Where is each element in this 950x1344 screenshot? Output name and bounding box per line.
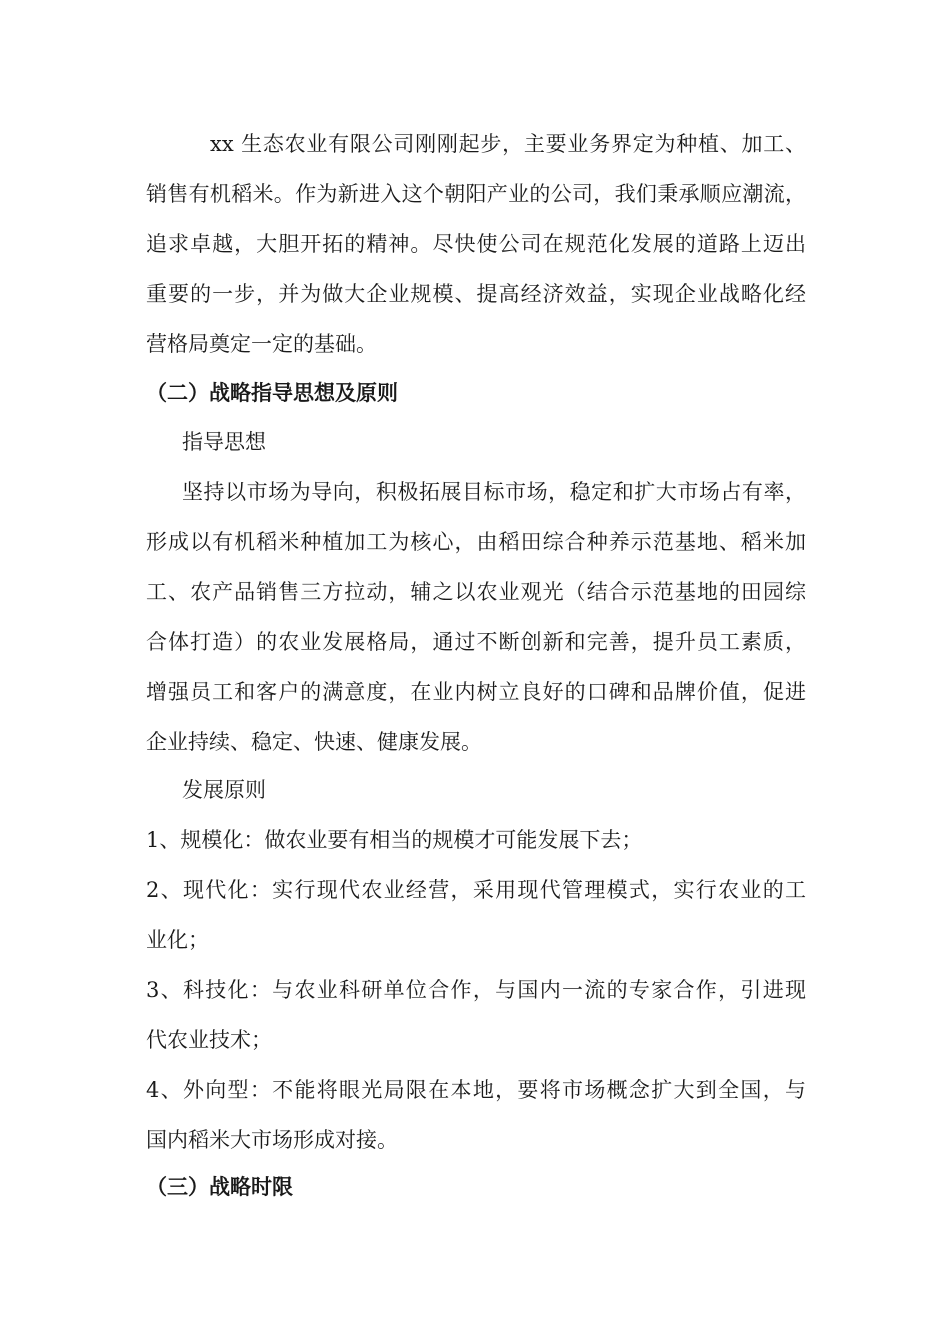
guiding-line-3: 工、农产品销售三方拉动，辅之以农业观光（结合示范基地的田园综 (146, 580, 806, 604)
intro-line-3: 追求卓越，大胆开拓的精神。尽快使公司在规范化发展的道路上迈出 (146, 232, 806, 256)
guiding-line-4: 合体打造）的农业发展格局，通过不断创新和完善，提升员工素质， (146, 630, 806, 654)
section-heading-strategy-guidance: （二）战略指导思想及原则 (146, 381, 398, 405)
principle-line-7: 国内稻米大市场形成对接。 (146, 1128, 398, 1152)
guiding-line-5: 增强员工和客户的满意度，在业内树立良好的口碑和品牌价值，促进 (146, 680, 806, 704)
guiding-line-1: 坚持以市场为导向，积极拓展目标市场，稳定和扩大市场占有率， (182, 480, 806, 504)
principle-line-1: 1、规模化：做农业要有相当的规模才可能发展下去； (146, 828, 643, 852)
principle-line-6: 4、外向型：不能将眼光局限在本地，要将市场概念扩大到全国，与 (146, 1078, 806, 1102)
principle-line-2: 2、现代化：实行现代农业经营，采用现代管理模式，实行农业的工 (146, 878, 806, 902)
guiding-thought-title: 指导思想 (182, 430, 266, 454)
guiding-line-2: 形成以有机稻米种植加工为核心，由稻田综合种养示范基地、稻米加 (146, 530, 806, 554)
principle-line-4: 3、科技化：与农业科研单位合作，与国内一流的专家合作，引进现 (146, 978, 806, 1002)
principle-line-3: 业化； (146, 928, 209, 952)
development-principles-title: 发展原则 (182, 778, 266, 802)
intro-line-5: 营格局奠定一定的基础。 (146, 332, 377, 356)
intro-line-4: 重要的一步，并为做大企业规模、提高经济效益，实现企业战略化经 (146, 282, 806, 306)
section-heading-strategy-timeframe: （三）战略时限 (146, 1175, 293, 1199)
intro-line-1: xx 生态农业有限公司刚刚起步，主要业务界定为种植、加工、 (210, 132, 806, 156)
intro-line-2: 销售有机稻米。作为新进入这个朝阳产业的公司，我们秉承顺应潮流， (146, 182, 806, 206)
guiding-line-6: 企业持续、稳定、快速、健康发展。 (146, 730, 482, 754)
principle-line-5: 代农业技术； (146, 1028, 272, 1052)
